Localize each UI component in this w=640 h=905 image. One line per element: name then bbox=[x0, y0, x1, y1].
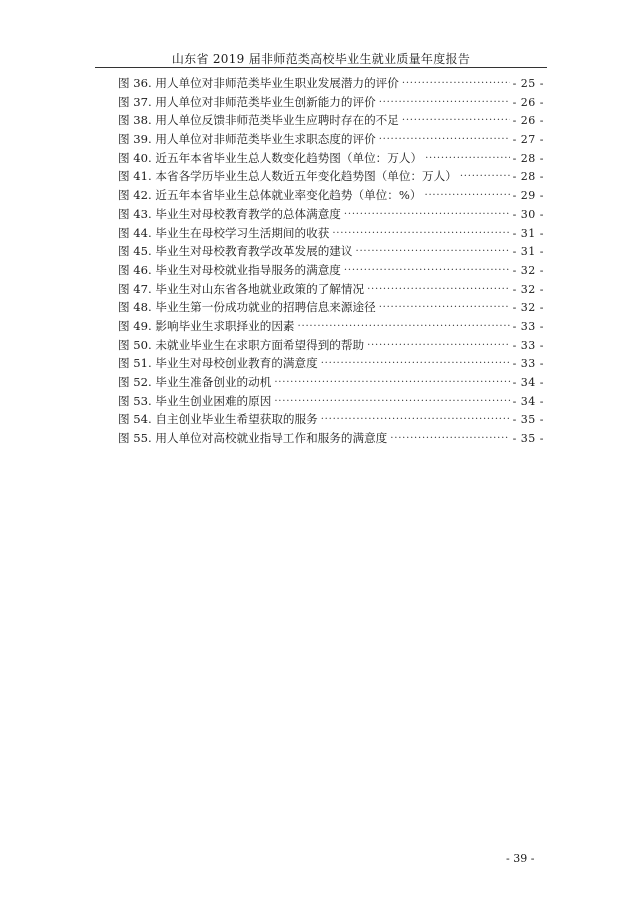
figure-toc-list bbox=[118, 75, 544, 449]
toc-dot-leader bbox=[367, 281, 509, 293]
toc-entry-page: - 33 - bbox=[512, 357, 544, 371]
toc-entry[interactable] bbox=[118, 299, 544, 318]
toc-entry-page: - 30 - bbox=[512, 207, 544, 221]
toc-entry-label: 图 49. 影响毕业生求职择业的因素 bbox=[118, 318, 295, 333]
toc-entry-label: 图 45. 毕业生对母校教育教学改革发展的建议 bbox=[118, 244, 353, 259]
toc-entry[interactable] bbox=[118, 430, 544, 449]
toc-entry[interactable] bbox=[118, 206, 544, 225]
toc-entry-label: 图 36. 用人单位对非师范类毕业生职业发展潜力的评价 bbox=[118, 76, 399, 90]
toc-entry-label: 图 37. 用人单位对非师范类毕业生创新能力的评价 bbox=[118, 94, 376, 109]
toc-entry-page: - 29 - bbox=[512, 189, 544, 203]
toc-entry[interactable] bbox=[118, 411, 544, 430]
toc-entry[interactable] bbox=[118, 225, 544, 244]
toc-entry-label: 图 48. 毕业生第一份成功就业的招聘信息来源途径 bbox=[118, 300, 376, 315]
toc-dot-leader bbox=[344, 206, 510, 218]
toc-entry-page: - 26 - bbox=[512, 95, 544, 109]
toc-entry-page: - 34 - bbox=[512, 376, 544, 389]
toc-entry-label: 图 52. 毕业生准备创业的动机 bbox=[118, 375, 272, 389]
toc-entry-page: - 33 - bbox=[512, 338, 544, 352]
toc-dot-leader bbox=[298, 318, 510, 330]
toc-entry-label: 图 39. 用人单位对非师范类毕业生求职态度的评价 bbox=[118, 132, 376, 147]
toc-dot-leader bbox=[367, 337, 509, 349]
toc-entry[interactable] bbox=[118, 281, 544, 300]
toc-entry-label: 图 44. 毕业生在母校学习生活期间的收获 bbox=[118, 225, 330, 240]
toc-entry-label: 图 46. 毕业生对母校就业指导服务的满意度 bbox=[118, 262, 341, 277]
toc-entry-page: - 31 - bbox=[512, 245, 544, 259]
toc-entry[interactable] bbox=[118, 112, 544, 131]
toc-entry-label: 图 41. 本省各学历毕业生总人数近五年变化趋势图（单位：万人） bbox=[118, 169, 457, 184]
toc-dot-leader bbox=[321, 355, 510, 367]
toc-dot-leader bbox=[424, 187, 509, 199]
toc-entry-page: - 32 - bbox=[512, 263, 544, 277]
toc-entry-page: - 35 - bbox=[512, 432, 544, 446]
toc-entry-label: 图 51. 毕业生对母校创业教育的满意度 bbox=[118, 356, 318, 371]
toc-entry-page: - 33 - bbox=[512, 319, 544, 333]
toc-entry-page: - 25 - bbox=[512, 77, 544, 90]
toc-dot-leader bbox=[460, 168, 510, 180]
toc-entry-page: - 32 - bbox=[512, 301, 544, 315]
toc-entry[interactable] bbox=[118, 318, 544, 337]
toc-entry[interactable] bbox=[118, 150, 544, 169]
toc-dot-leader bbox=[274, 393, 509, 405]
toc-entry[interactable] bbox=[118, 355, 544, 374]
toc-entry[interactable] bbox=[118, 131, 544, 150]
toc-entry[interactable] bbox=[118, 337, 544, 356]
toc-dot-leader bbox=[332, 225, 509, 237]
toc-entry-label: 图 47. 毕业生对山东省各地就业政策的了解情况 bbox=[118, 281, 365, 296]
toc-entry-label: 图 55. 用人单位对高校就业指导工作和服务的满意度 bbox=[118, 431, 388, 446]
toc-entry-label: 图 42. 近五年本省毕业生总体就业率变化趋势（单位：%） bbox=[118, 188, 422, 203]
page-header-title: 山东省 2019 届非师范类高校毕业生就业质量年度报告 bbox=[171, 52, 471, 66]
toc-entry[interactable] bbox=[118, 187, 544, 206]
toc-entry[interactable] bbox=[118, 262, 544, 281]
toc-dot-leader bbox=[379, 94, 510, 106]
toc-dot-leader bbox=[321, 411, 510, 423]
toc-dot-leader bbox=[402, 75, 510, 87]
toc-dot-leader bbox=[425, 150, 510, 162]
toc-entry-page: - 32 - bbox=[512, 282, 544, 296]
toc-entry-label: 图 50. 未就业毕业生在求职方面希望得到的帮助 bbox=[118, 337, 365, 352]
header-rule bbox=[95, 67, 547, 68]
toc-entry-page: - 35 - bbox=[512, 413, 544, 427]
toc-dot-leader bbox=[356, 243, 510, 255]
toc-entry-label: 图 43. 毕业生对母校教育教学的总体满意度 bbox=[118, 206, 341, 221]
toc-dot-leader bbox=[379, 131, 510, 143]
toc-entry[interactable] bbox=[118, 393, 544, 412]
toc-entry-label: 图 53. 毕业生创业困难的原因 bbox=[118, 393, 272, 408]
toc-dot-leader bbox=[402, 112, 510, 124]
toc-entry[interactable] bbox=[118, 374, 544, 393]
toc-entry-label: 图 38. 用人单位反馈非师范类毕业生应聘时存在的不足 bbox=[118, 113, 399, 128]
toc-entry[interactable] bbox=[118, 243, 544, 262]
toc-dot-leader bbox=[390, 430, 509, 442]
toc-entry[interactable] bbox=[118, 75, 544, 94]
toc-dot-leader bbox=[274, 374, 509, 386]
toc-entry[interactable] bbox=[118, 94, 544, 113]
toc-entry-page: - 28 - bbox=[512, 170, 544, 184]
toc-entry-page: - 28 - bbox=[512, 151, 544, 165]
toc-entry[interactable] bbox=[118, 168, 544, 187]
page-number: - 39 - bbox=[506, 852, 535, 865]
toc-entry-label: 图 54. 自主创业毕业生希望获取的服务 bbox=[118, 412, 318, 427]
toc-entry-page: - 27 - bbox=[512, 133, 544, 147]
toc-entry-page: - 34 - bbox=[512, 394, 544, 408]
toc-entry-page: - 31 - bbox=[512, 226, 544, 240]
toc-entry-label: 图 40. 近五年本省毕业生总人数变化趋势图（单位：万人） bbox=[118, 150, 423, 165]
toc-dot-leader bbox=[344, 262, 510, 274]
toc-entry-page: - 26 - bbox=[512, 114, 544, 128]
toc-dot-leader bbox=[379, 299, 510, 311]
